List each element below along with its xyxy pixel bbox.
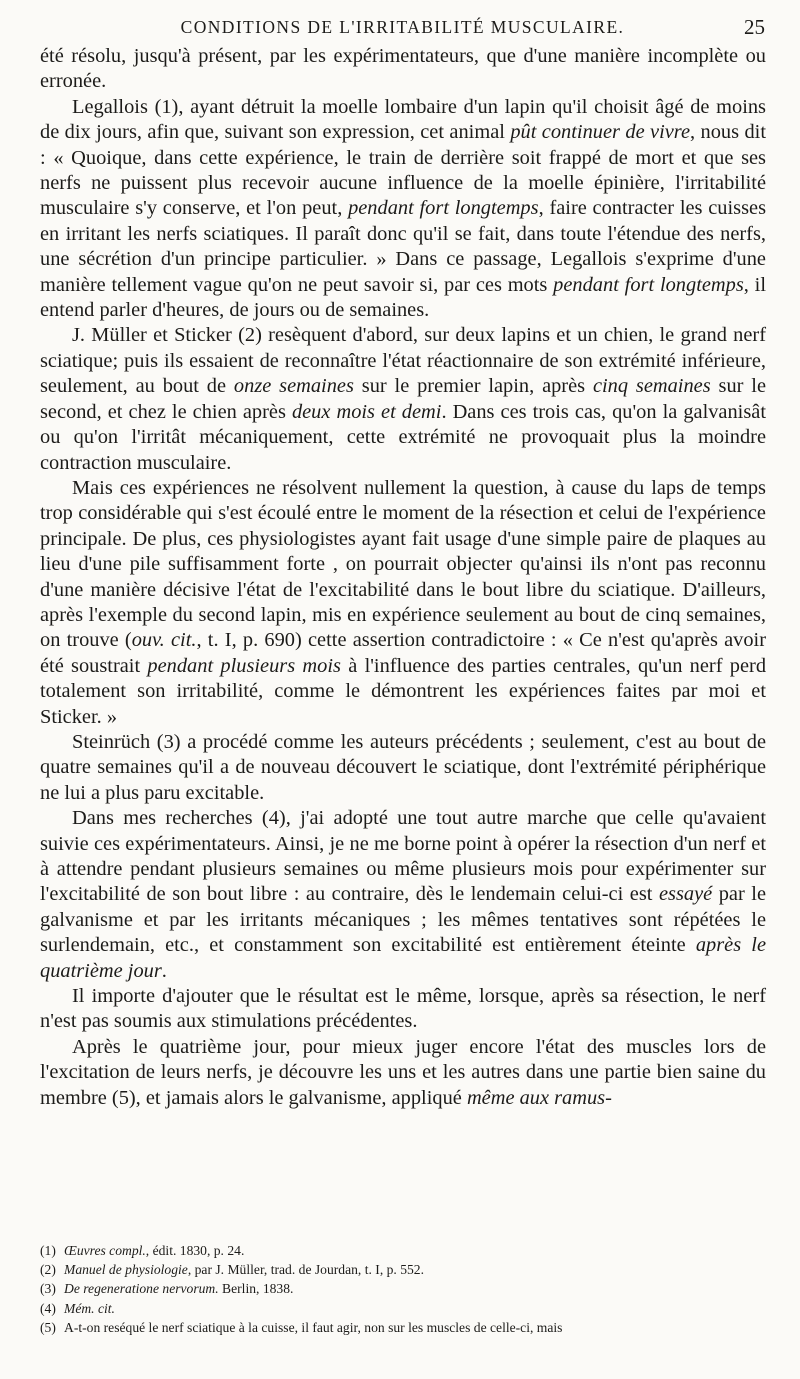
footnote-number: (2) — [40, 1262, 56, 1278]
text-run: , édit. 1830, p. 24. — [145, 1243, 245, 1258]
text-run: . — [161, 959, 167, 982]
footnote-number: (3) — [40, 1281, 56, 1297]
body-text — [40, 44, 766, 1111]
footnote-number: (5) — [40, 1319, 56, 1335]
italic-text: après le quatrième jour — [40, 934, 767, 982]
paragraph — [40, 44, 766, 95]
italic-text: deux mois et demi — [291, 400, 442, 423]
italic-text: Mém. cit. — [64, 1300, 115, 1316]
italic-text: Manuel de physiologie — [64, 1262, 188, 1278]
italic-text: pendant fort longtemps — [348, 197, 539, 220]
page-header — [40, 13, 765, 41]
paragraph — [40, 730, 766, 806]
italic-text: onze semaines — [233, 375, 354, 398]
text-run: Mais ces expériences ne résolvent nullement la question, à cause du laps de temps trop considérable qui s'est écoulé entre le moment de la résection et celui de l'expérience principale. De plus, ces physiologistes ayant fait usage d'une simple paire de plaques au lieu d'une pile suffisamment forte , on pourrait objecter qu'ainsi ils n'ont pas reconnu d'une manière décisive l'état de l'excitabilité dans le bout libre du sciatique. D'ailleurs, après l'exemple du second lapin, mis en expérience seulement au bout de cinq semaines, on trouve ( — [40, 476, 766, 652]
footnote — [40, 1318, 774, 1337]
footnote-number: (4) — [40, 1300, 56, 1316]
text-run: été résolu, jusqu'à présent, par les expérimentateurs, que d'une manière incomplète ou erronée. — [40, 45, 766, 93]
footnote — [40, 1299, 774, 1318]
italic-text: De regeneratione nervorum. — [64, 1281, 219, 1297]
italic-text: même aux ramus- — [466, 1086, 612, 1109]
italic-text: cinq semaines — [592, 375, 711, 398]
text-run: par le galvanisme et par les irritants mécaniques ; les mêmes tentatives sont répétées le surlendemain, etc., et constamment son excitabilité est entièrement éteinte — [40, 883, 766, 957]
paragraph — [40, 984, 766, 1035]
text-run: Après le quatrième jour, pour mieux juger encore l'état des muscles lors de l'excitation de leurs nerfs, je découvre les uns et les autres dans une partie bien saine du membre (5), et jamais alors le galvanisme, appliqué — [40, 1035, 766, 1109]
text-run: Berlin, 1838. — [218, 1281, 294, 1297]
text-run: à l'influence des parties centrales, qu'un nerf perd totalement son irritabilité, comme le démontrent les expériences faites par moi et Sticker. » — [40, 654, 767, 728]
text-run: Steinrüch (3) a procédé comme les auteurs précédents ; seulement, c'est au bout de quatre semaines qu'il a de nouveau découvert le sciatique, dont l'extrémité périphérique ne lui a plus paru excitable. — [40, 730, 766, 804]
text-run: J. Müller et Sticker (2) resèquent d'abord, sur deux lapins et un chien, le grand nerf sciatique; puis ils essaient de reconnaître l'état réactionnaire de son extrémité inférieure, seulement, au bout de — [40, 324, 766, 398]
text-run: , il entend parler d'heures, de jours ou de semaines. — [40, 273, 767, 322]
footnote — [40, 1241, 774, 1260]
italic-text: essayé — [658, 883, 713, 906]
footnote-number: (1) — [40, 1243, 56, 1258]
running-title: CONDITIONS DE L'IRRITABILITÉ MUSCULAIRE. — [180, 17, 625, 37]
text-run: sur le premier lapin, après — [353, 375, 593, 398]
italic-text: pendant fort longtemps — [553, 273, 744, 296]
italic-text: pendant plusieurs mois — [147, 654, 341, 677]
paragraph — [40, 476, 766, 730]
italic-text: Œuvres compl. — [64, 1243, 146, 1258]
text-run: sur le second, et chez le chien après — [40, 375, 766, 423]
footnotes — [40, 1241, 774, 1337]
footnote — [40, 1260, 774, 1279]
text-run: . Dans ces trois cas, qu'on la galvanisât ou qu'on l'irritât mécaniquement, cette extrémité ne provoquait plus la moindre contraction musculaire. — [40, 400, 766, 474]
paragraph — [40, 1035, 766, 1111]
italic-text: ouv. cit. — [131, 629, 197, 652]
text-run: , faire contracter les cuisses en irritant les nerfs sciatiques. Il paraît donc qu'il se fait, dans toute l'étendue des nerfs, une sécrétion d'un principe particulier. » Dans ce passage, Legallois s'exprime d'une manière tellement vague qu'on ne peut savoir si, par ces mots — [40, 197, 766, 296]
text-run: , nous dit : « Quoique, dans cette expérience, le train de derrière soit frappé de mort et que ses nerfs ne puissent plus recevoir aucune influence de la moelle épinière, l'irritabilité musculaire s'y conserve, et l'on peut, — [40, 121, 767, 220]
text-run: , t. I, p. 690) cette assertion contradictoire : « Ce n'est qu'après avoir été soustrait — [40, 629, 767, 677]
footnote — [40, 1279, 774, 1298]
text-run: A-t-on reséqué le nerf sciatique à la cuisse, il faut agir, non sur les muscles de celle-ci, mais — [64, 1319, 563, 1335]
italic-text: pût continuer de vivre — [510, 121, 691, 144]
text-run: , par J. Müller, trad. de Jourdan, t. I, p. 552. — [187, 1262, 424, 1278]
paragraph — [40, 323, 766, 475]
text-run: Dans mes recherches (4), j'ai adopté une tout autre marche que celle qu'avaient suivie ces expérimentateurs. Ainsi, je ne me borne point à opérer la résection d'un nerf et à attendre pendant plusieurs semaines ou même plusieurs mois pour expérimenter sur l'excitabilité de son bout libre : au contraire, dès le lendemain celui-ci est — [40, 807, 766, 906]
text-run: Legallois (1), ayant détruit la moelle lombaire d'un lapin qu'il choisit âgé de moins de dix jours, afin que, suivant son expression, cet animal — [40, 95, 766, 144]
page-number: 25 — [744, 15, 765, 39]
paragraph — [40, 95, 766, 324]
paragraph — [40, 806, 766, 984]
text-run: Il importe d'ajouter que le résultat est le même, lorsque, après sa résection, le nerf n'est pas soumis aux stimulations précédentes. — [40, 985, 766, 1033]
